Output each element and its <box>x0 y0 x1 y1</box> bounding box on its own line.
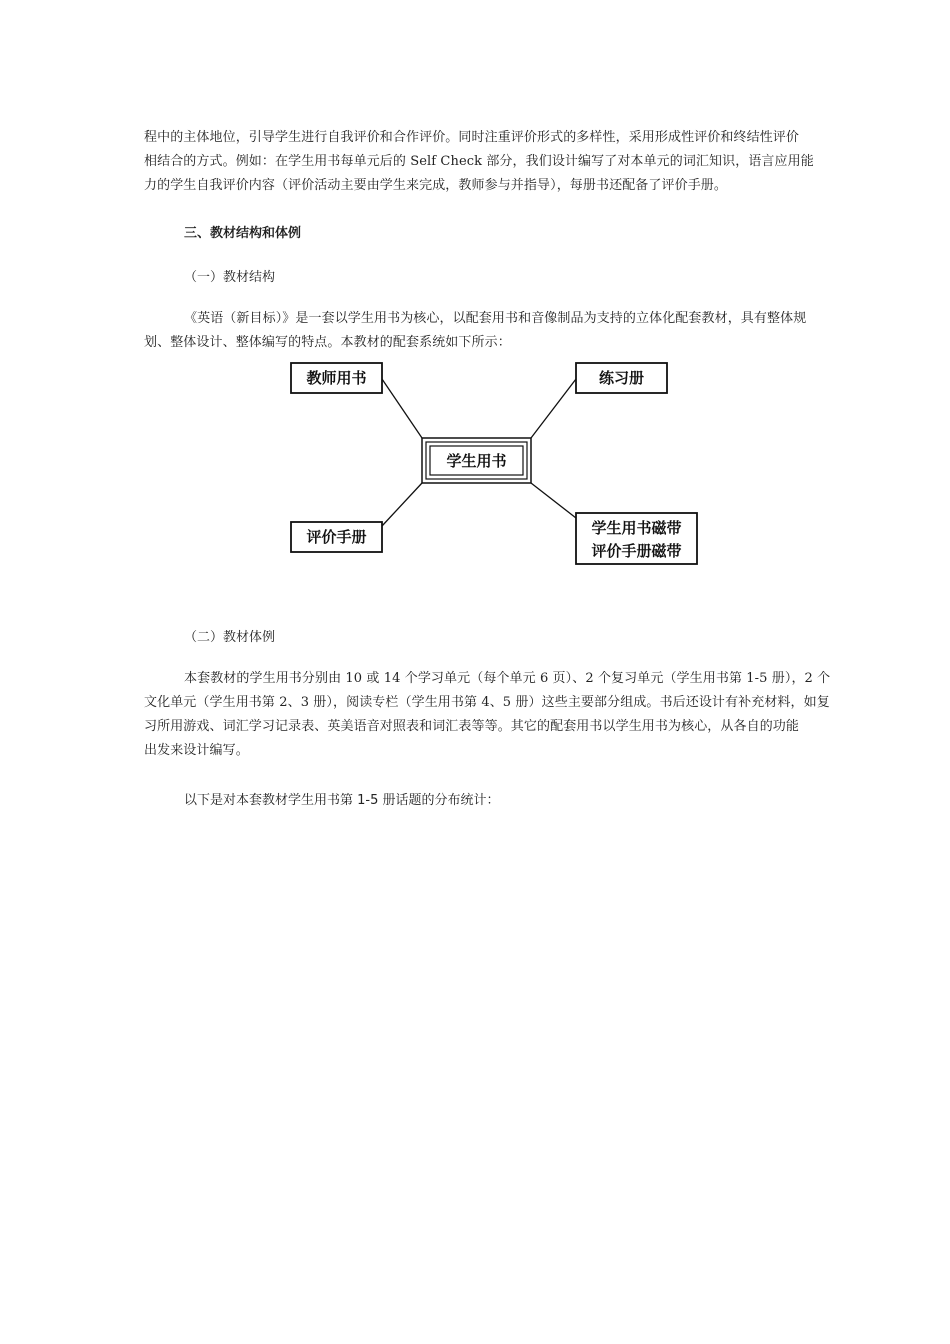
teacher-book-label: 教师用书 <box>306 369 367 387</box>
subheading-structure: （一）教材结构 <box>184 270 276 285</box>
connector-teacher <box>382 379 422 438</box>
tapes-label-1: 学生用书磁带 <box>591 519 682 537</box>
center-label: 学生用书 <box>446 452 507 470</box>
assessment-label: 评价手册 <box>306 528 367 546</box>
connector-workbook <box>531 379 576 438</box>
box-teacher-book <box>291 363 382 393</box>
box-assessment-book <box>291 522 382 552</box>
closing-sentence: 以下是对本套教材学生用书第 1-5 册话题的分布统计： <box>184 793 500 808</box>
structure-line-2: 划、整体设计、整体编写的特点。本教材的配套系统如下所示： <box>144 335 511 350</box>
box-tapes <box>576 513 697 564</box>
intro-line-1: 程中的主体地位，引导学生进行自我评价和合作评价。同时注重评价形式的多样性，采用形成性评价和终结性评价 <box>144 130 800 145</box>
intro-line-2: 相结合的方式。例如：在学生用书每单元后的 Self Check 部分，我们设计编写了对本单元的词汇知识，语言应用能 <box>144 154 814 169</box>
structure-paragraph <box>144 307 808 355</box>
tapes-label-2: 评价手册磁带 <box>591 542 682 560</box>
workbook-label: 练习册 <box>598 369 645 387</box>
intro-paragraph <box>144 126 814 198</box>
center-box-student-book <box>422 438 531 483</box>
structure-line-1: 《英语（新目标）》是一套以学生用书为核心，以配套用书和音像制品为支持的立体化配套教材，具有整体规 <box>184 311 807 326</box>
connector-assessment <box>382 483 422 526</box>
format-paragraph <box>144 667 831 763</box>
section-heading: 三、教材结构和体例 <box>184 226 302 241</box>
format-line-1: 本套教材的学生用书分别由 10 或 14 个学习单元（每个单元 6 页）、2 个复习单元（学生用书第 1-5 册），2 个 <box>184 671 831 686</box>
format-line-2: 文化单元（学生用书第 2、3 册），阅读专栏（学生用书第 4、5 册）这些主要部分组成。书后还设计有补充材料，如复 <box>144 695 830 710</box>
box-workbook <box>576 363 667 393</box>
connector-tapes <box>531 483 576 518</box>
intro-line-3: 力的学生自我评价内容（评价活动主要由学生来完成，教师参与并指导），每册书还配备了评价手册。 <box>144 178 728 193</box>
format-line-3: 习所用游戏、词汇学习记录表、英美语音对照表和词汇表等等。其它的配套用书以学生用书为核心，从各自的功能 <box>144 719 800 734</box>
subheading-format: （二）教材体例 <box>184 630 276 645</box>
format-line-4: 出发来设计编写。 <box>144 743 249 758</box>
textbook-system-diagram <box>285 358 705 573</box>
